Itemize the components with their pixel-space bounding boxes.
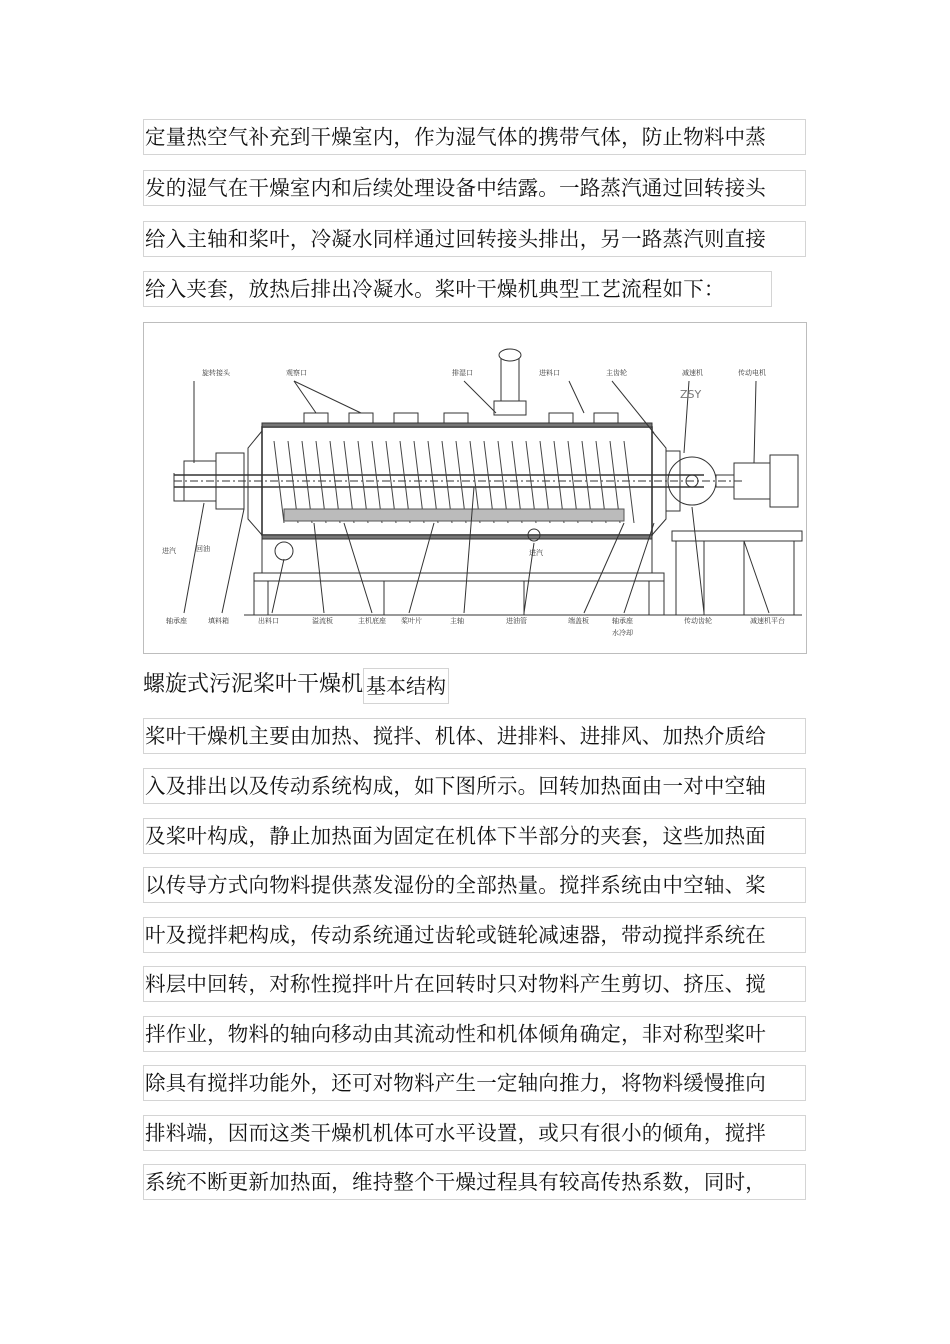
label-rotary-joint: 旋转接头 <box>202 369 230 377</box>
label-discharge-port: 出料口 <box>258 617 279 625</box>
label-end-cover-plate: 端盖板 <box>568 617 589 625</box>
label-main-base: 主机底座 <box>358 617 386 625</box>
label-stuffing-box: 填料箱 <box>208 617 229 625</box>
body-line-1: 桨叶干燥机主要由加热、搅拌、机体、进排料、进排风、加热介质给 <box>143 718 806 754</box>
label-water-cooling: 水冷却 <box>612 629 633 637</box>
label-exhaust-port: 排湿口 <box>452 369 473 377</box>
text-line-3: 给入主轴和桨叶，冷凝水同样通过回转接头排出，另一路蒸汽则直接 <box>143 221 806 257</box>
body-line-7: 拌作业，物料的轴向移动由其流动性和机体倾角确定，非对称型桨叶 <box>143 1016 806 1052</box>
label-main-gear: 主齿轮 <box>606 369 627 377</box>
body-line-4: 以传导方式向物料提供蒸发湿份的全部热量。搅拌系统由中空轴、桨 <box>143 867 806 903</box>
body-line-8: 除具有搅拌功能外，还可对物料产生一定轴向推力，将物料缓慢推向 <box>143 1065 806 1101</box>
section-heading <box>143 667 449 703</box>
label-bearing-seat-right: 轴承座 <box>612 617 633 625</box>
dryer-diagram-figure <box>143 322 807 654</box>
text-line-2: 发的湿气在干燥室内和后续处理设备中结露。一路蒸汽通过回转接头 <box>143 170 806 206</box>
body-line-3: 及桨叶构成，静止加热面为固定在机体下半部分的夹套，这些加热面 <box>143 818 806 854</box>
label-steam-in-left: 进汽 <box>162 547 176 555</box>
paddle-dryer-diagram <box>144 323 806 653</box>
heading-main-text: 螺旋式污泥桨叶干燥机 <box>143 672 364 697</box>
label-drive-gear: 传动齿轮 <box>684 617 712 625</box>
label-overflow-plate: 溢流板 <box>312 617 333 625</box>
label-bearing-seat-left: 轴承座 <box>166 617 187 625</box>
body-line-2: 入及排出以及传动系统构成，如下图所示。回转加热面由一对中空轴 <box>143 768 806 804</box>
label-main-shaft: 主轴 <box>450 617 464 625</box>
heading-sub-text: 基本结构 <box>363 668 449 704</box>
label-feed-port: 进料口 <box>539 369 560 377</box>
label-sight-port: 观察口 <box>286 369 307 377</box>
body-line-6: 料层中回转，对称性搅拌叶片在回转时只对物料产生剪切、挤压、搅 <box>143 966 806 1002</box>
text-line-4: 给入夹套，放热后排出冷凝水。桨叶干燥机典型工艺流程如下： <box>143 271 772 307</box>
body-line-5: 叶及搅拌耙构成，传动系统通过齿轮或链轮减速器，带动搅拌系统在 <box>143 917 806 953</box>
label-paddle-blade: 桨叶片 <box>401 617 422 625</box>
label-steam-in-middle: 进汽 <box>529 549 543 557</box>
label-oil-inlet-pipe: 进油管 <box>506 617 527 625</box>
body-line-9: 排料端，因而这类干燥机机体可水平设置，或只有很小的倾角，搅拌 <box>143 1115 806 1151</box>
label-oil-return: 回油 <box>196 545 210 553</box>
label-drive-motor: 传动电机 <box>738 369 766 377</box>
body-line-10: 系统不断更新加热面，维持整个干燥过程具有较高传热系数，同时， <box>143 1164 806 1200</box>
text-line-1: 定量热空气补充到干燥室内，作为湿气体的携带气体，防止物料中蒸 <box>143 119 806 155</box>
watermark-text: ZSY <box>680 388 702 401</box>
label-reducer: 减速机 <box>682 369 703 377</box>
label-reducer-platform: 减速机平台 <box>750 617 785 625</box>
